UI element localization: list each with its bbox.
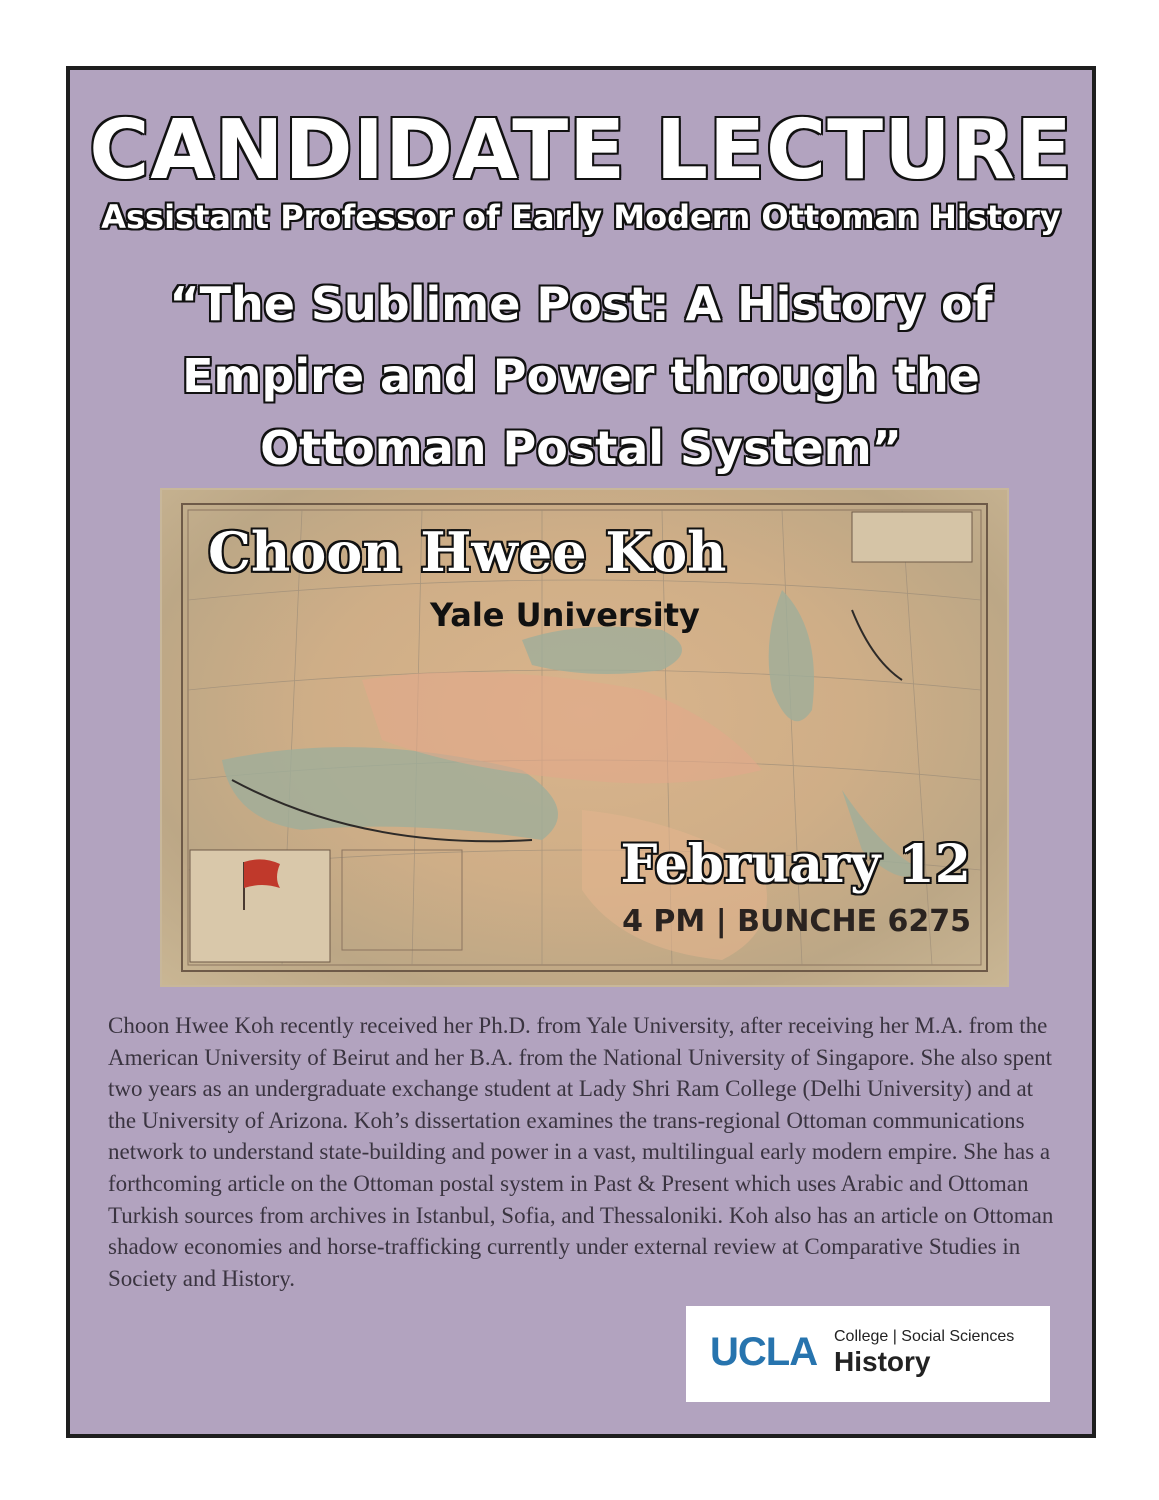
event-date: February 12 (620, 834, 971, 895)
speaker-affiliation: Yale University (430, 596, 700, 634)
speaker-name: Choon Hwee Koh (208, 520, 727, 584)
lecture-title-line-1: “The Sublime Post: A History of (169, 277, 993, 331)
lecture-title-line-2: Empire and Power through the (182, 349, 980, 403)
logo-ucla-wordmark: UCLA (710, 1330, 818, 1374)
event-time-location: 4 PM | BUNCHE 6275 (622, 904, 971, 939)
ottoman-map-image (160, 488, 1009, 987)
poster (66, 66, 1096, 1438)
lecture-title-line-3: Ottoman Postal System” (260, 421, 902, 475)
position-title: Assistant Professor of Early Modern Ottoman History (101, 198, 1061, 236)
lecture-title (110, 268, 1052, 484)
speaker-bio: Choon Hwee Koh recently received her Ph.D. from Yale University, after receiving her M.A. from the American University of Beirut and her B.A. from the National University of Singapore. She also spent two years as an undergraduate exchange student at Lady Shri Ram College (Delhi University) and at the University of Arizona. Koh’s dissertation examines the trans-regional Ottoman communications network to understand state-building and power in a vast, multilingual early modern empire. She has a forthcoming article on the Ottoman postal system in Past & Present which uses Arabic and Ottoman Turkish sources from archives in Istanbul, Sofia, and Thessaloniki. Koh also has an article on Ottoman shadow economies and horse-trafficking currently under external review at Comparative Studies in Society and History. (108, 1013, 1054, 1291)
ucla-history-logo (686, 1306, 1050, 1402)
logo-college-line: College | Social Sciences (834, 1328, 1015, 1345)
logo-department: History (834, 1346, 931, 1377)
page-title: CANDIDATE LECTURE (89, 103, 1073, 198)
